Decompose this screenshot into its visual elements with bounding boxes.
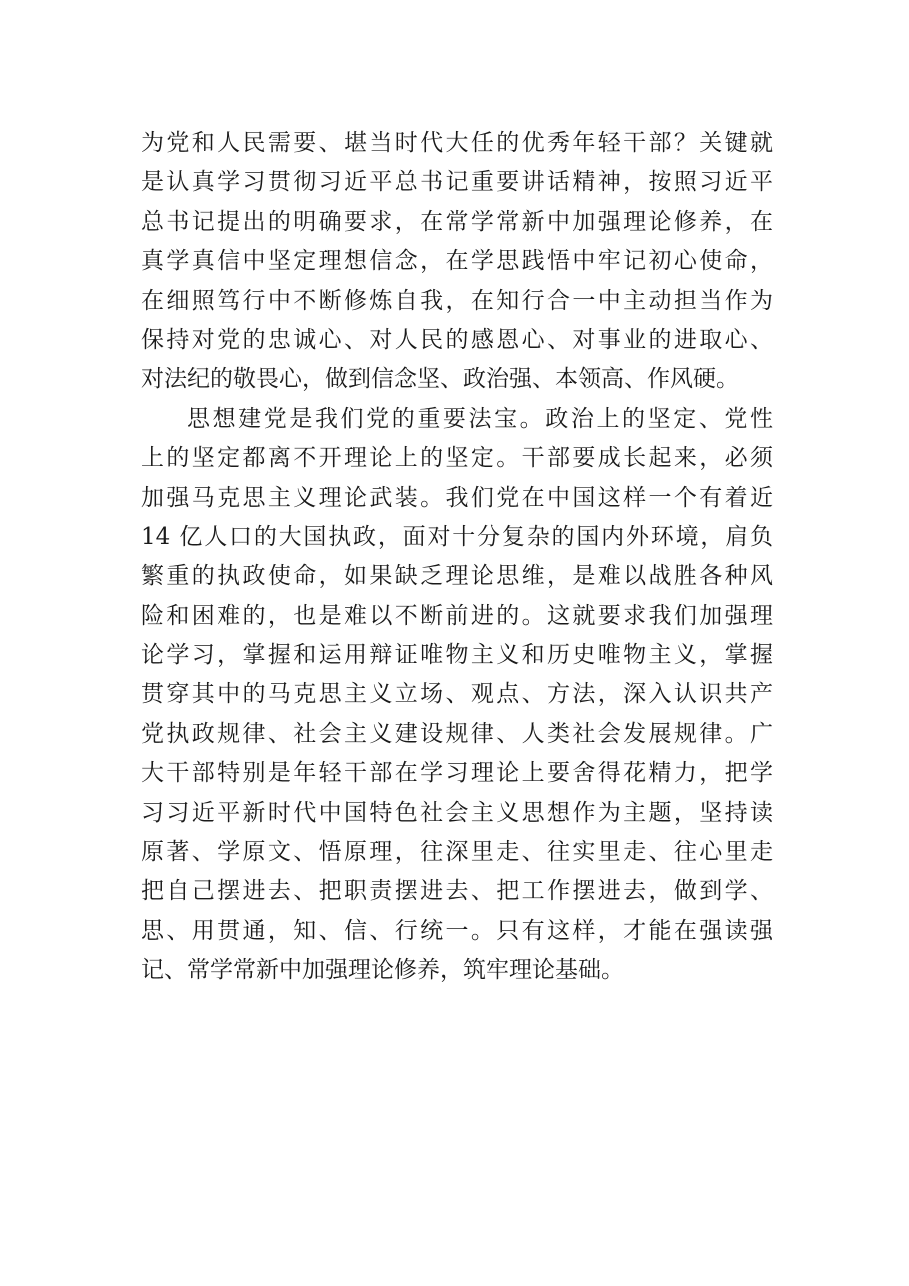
text-line: 上的坚定都离不开理论上的坚定。干部要成长起来，必须	[141, 445, 773, 472]
text-line: 繁重的执政使命，如果缺乏理论思维，是难以战胜各种风	[141, 563, 773, 590]
text-line: 是认真学习贯彻习近平总书记重要讲话精神，按照习近平	[141, 169, 773, 196]
text-line: 贯穿其中的马克思主义立场、观点、方法，深入认识共产	[141, 681, 773, 708]
paragraph-2	[141, 400, 773, 991]
text-line: 在细照笃行中不断修炼自我，在知行合一中主动担当作为	[141, 287, 773, 314]
text-line: 把自己摆进去、把职责摆进去、把工作摆进去，做到学、	[141, 878, 773, 905]
text-line: 为党和人民需要、堪当时代大任的优秀年轻干部？关键就	[141, 130, 773, 156]
text-line: 14 亿人口的大国执政，面对十分复杂的国内外环境，肩负	[141, 523, 773, 550]
text-line: 对法纪的敬畏心，做到信念坚、政治强、本领高、作风硬。	[141, 366, 739, 393]
text-line: 总书记提出的明确要求，在常学常新中加强理论修养，在	[141, 208, 773, 235]
text-line: 党执政规律、社会主义建设规律、人类社会发展规律。广	[141, 720, 773, 747]
document-body	[141, 124, 773, 991]
text-line: 记、常学常新中加强理论修养，筑牢理论基础。	[141, 957, 624, 984]
text-line: 论学习，掌握和运用辩证唯物主义和历史唯物主义，掌握	[141, 642, 773, 669]
text-line: 险和困难的，也是难以不断前进的。这就要求我们加强理	[141, 602, 773, 629]
text-line: 原著、学原文、悟原理，往深里走、往实里走、往心里走	[141, 839, 773, 866]
text-line: 习习近平新时代中国特色社会主义思想作为主题，坚持读	[141, 799, 773, 826]
text-line: 思想建党是我们党的重要法宝。政治上的坚定、党性	[187, 405, 773, 432]
paragraph-1	[141, 124, 773, 400]
text-line: 思、用贯通，知、信、行统一。只有这样，才能在强读强	[141, 917, 773, 944]
text-line: 保持对党的忠诚心、对人民的感恩心、对事业的进取心、	[141, 326, 773, 353]
text-line: 真学真信中坚定理想信念，在学思践悟中牢记初心使命，	[141, 248, 773, 275]
text-line: 加强马克思主义理论武装。我们党在中国这样一个有着近	[141, 484, 773, 511]
text-line: 大干部特别是年轻干部在学习理论上要舍得花精力，把学	[141, 760, 773, 787]
